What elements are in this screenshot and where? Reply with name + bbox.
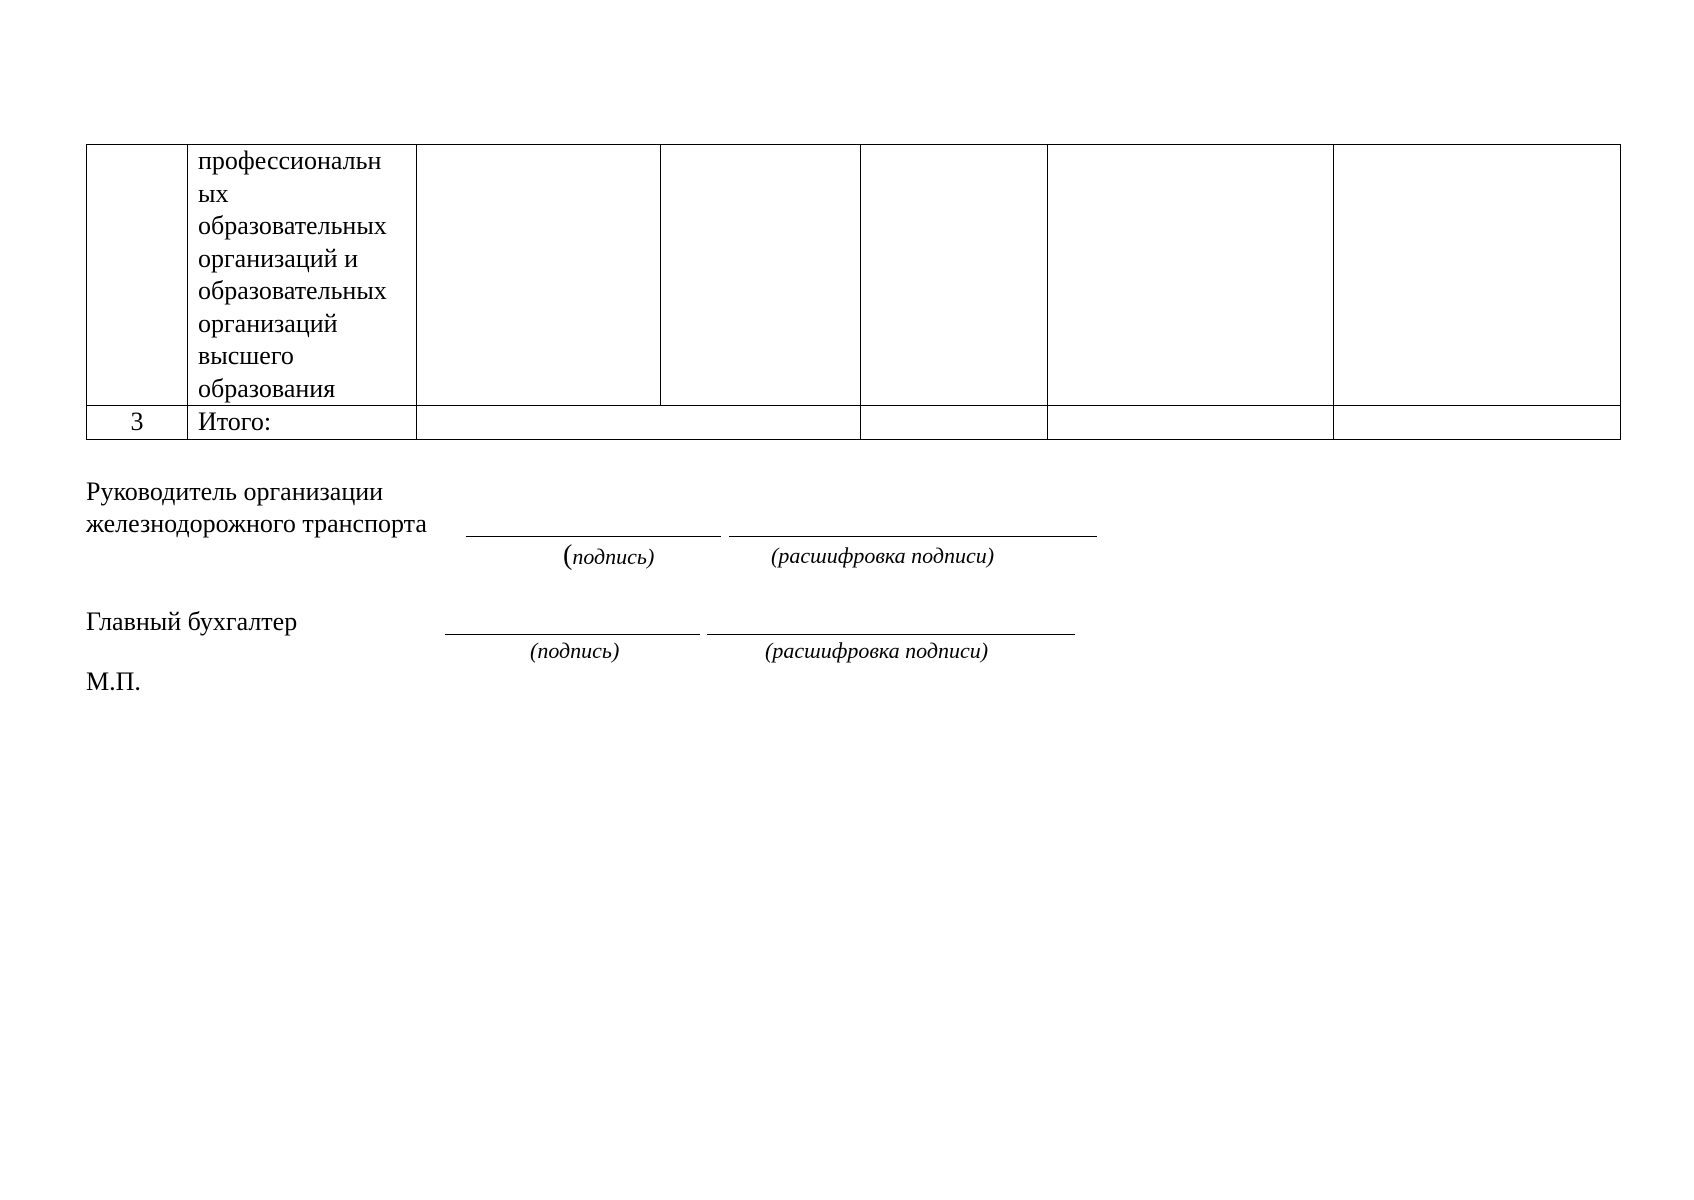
accountant-name-line bbox=[707, 634, 1075, 635]
head-name-caption: (расшифровка подписи) bbox=[771, 543, 995, 568]
accountant-signature-caption: (подпись) bbox=[530, 638, 620, 663]
cell-name-line: образовательных bbox=[198, 211, 387, 240]
head-title-line1: Руководитель организации bbox=[86, 477, 384, 506]
cell-name-line: организаций bbox=[198, 308, 338, 338]
cell-empty bbox=[1334, 406, 1621, 440]
cell-name-line: образования bbox=[198, 373, 336, 403]
cell-name-line: ых bbox=[198, 178, 229, 208]
accountant-name-caption: (расшифровка подписи) bbox=[765, 638, 989, 663]
cell-empty bbox=[417, 145, 661, 406]
accountant-signature-line bbox=[445, 634, 700, 635]
head-signature-line bbox=[466, 536, 721, 537]
report-table bbox=[86, 144, 1621, 440]
cell-total-number: 3 bbox=[87, 406, 188, 440]
head-title-line2: железнодорожного транспорта bbox=[86, 509, 427, 538]
cell-empty bbox=[1048, 406, 1334, 440]
head-name-line bbox=[729, 536, 1097, 537]
cell-row-name bbox=[188, 145, 417, 406]
cell-empty bbox=[1048, 145, 1334, 406]
cell-empty bbox=[417, 406, 861, 440]
cell-name-line: высшего bbox=[198, 341, 294, 370]
head-signature-caption: (подпись) bbox=[563, 540, 655, 571]
accountant-title: Главный бухгалтер bbox=[86, 607, 298, 636]
cell-empty bbox=[861, 406, 1048, 440]
cell-name-line: организаций и bbox=[198, 243, 358, 273]
cell-total-label: Итого: bbox=[188, 406, 417, 440]
cell-empty bbox=[661, 145, 861, 406]
cell-empty bbox=[1334, 145, 1621, 406]
cell-row-number bbox=[87, 145, 188, 406]
table-row-total bbox=[87, 406, 1621, 440]
cell-name-line: профессиональн bbox=[198, 146, 382, 175]
cell-empty bbox=[861, 145, 1048, 406]
table-row-continuation bbox=[87, 145, 1621, 406]
stamp-place: М.П. bbox=[86, 667, 141, 696]
cell-name-line: образовательных bbox=[198, 276, 387, 305]
